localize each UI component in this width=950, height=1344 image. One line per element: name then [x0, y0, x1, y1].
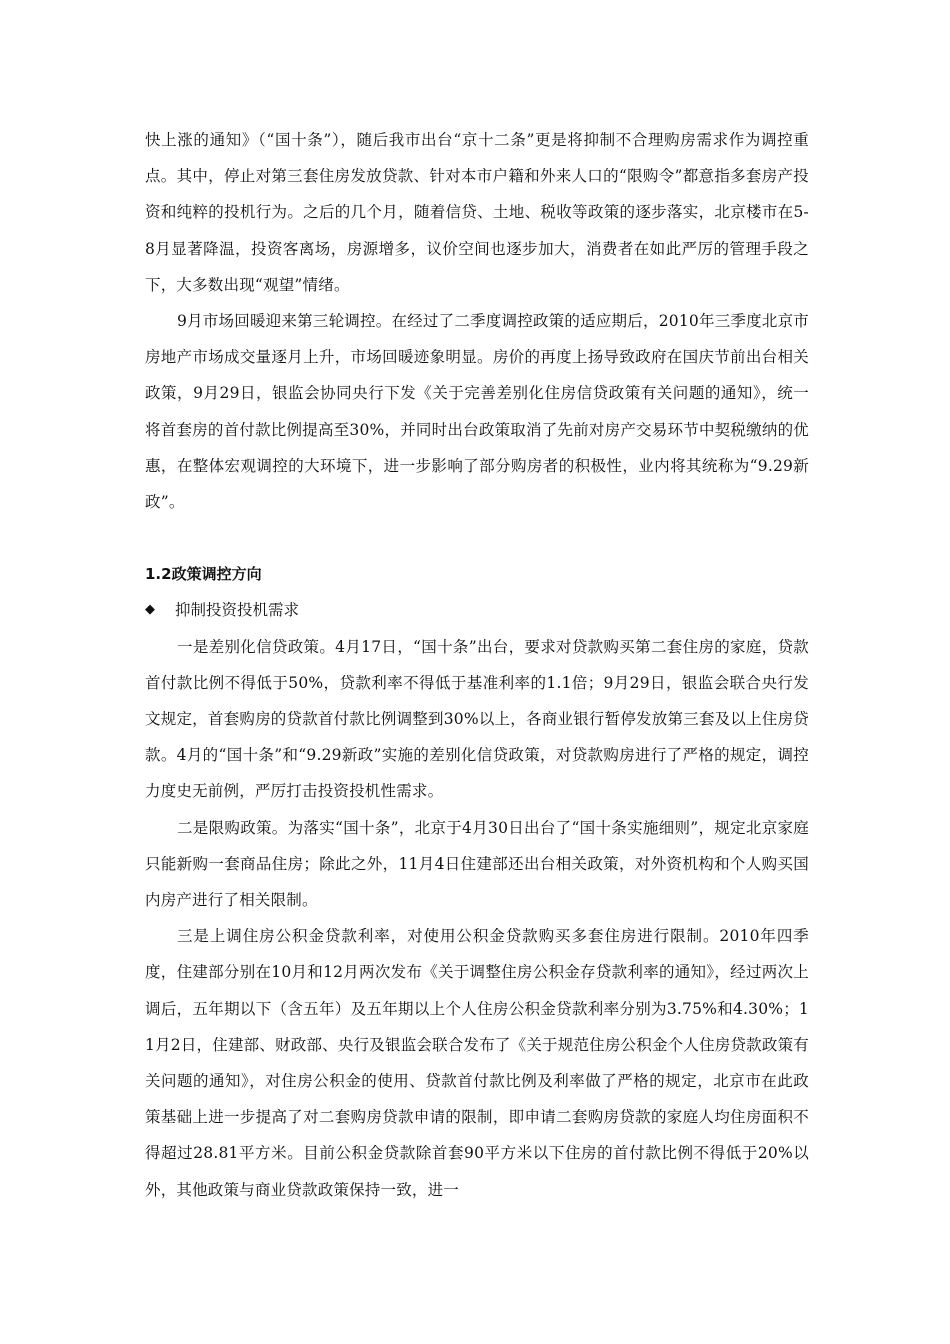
bullet-item-text: 抑制投资投机需求 [175, 601, 300, 620]
section-heading: 1.2政策调控方向 [145, 565, 262, 584]
body-paragraph: 一是差别化信贷政策。4月17日，“国十条”出台，要求对贷款购买第二套住房的家庭，贷款首付款比例不得低于50%，贷款利率不得低于基准利率的1.1倍；9月29日，银监会联合央行发文规定，首套购房的贷款首付款比例调整到30%以上，各商业银行暂停发放第三套及以上住房贷款。4月的“国十条”和“9.29新政”实施的差别化信贷政策，对贷款购房进行了严格的规定，调控力度史无前例，严厉打击投资投机性需求。 [145, 637, 809, 801]
body-paragraph: 二是限购政策。为落实“国十条”，北京于4月30日出台了“国十条实施细则”，规定北京家庭只能新购一套商品住房；除此之外，11月4日住建部还出台相关政策，对外资机构和个人购买国内房产进行了相关限制。 [145, 818, 809, 910]
diamond-bullet-icon: ◆ [145, 602, 155, 618]
body-paragraph: 9月市场回暖迎来第三轮调控。在经过了二季度调控政策的适应期后，2010年三季度北京市房地产市场成交量逐月上升，市场回暖迹象明显。房价的再度上扬导致政府在国庆节前出台相关政策，9月29日，银监会协同央行下发《关于完善差别化住房信贷政策有关问题的通知》，统一将首套房的首付款比例提高至30%，并同时出台政策取消了先前对房产交易环节中契税缴纳的优惠，在整体宏观调控的大环境下，进一步影响了部分购房者的积极性，业内将其统称为“9.29新政”。 [145, 312, 809, 512]
body-paragraph: 快上涨的通知》（“国十条”），随后我市出台“京十二条”更是将抑制不合理购房需求作为调控重点。其中，停止对第三套住房发放贷款、针对本市户籍和外来人口的“限购令”都意指多套房产投资和纯粹的投机行为。之后的几个月，随着信贷、土地、税收等政策的逐步落实，北京楼市在5-8月显著降温，投资客离场，房源增多，议价空间也逐步加大，消费者在如此严厉的管理手段之下，大多数出现“观望”情绪。 [145, 131, 809, 294]
bullet-item [145, 592, 809, 628]
body-paragraph: 三是上调住房公积金贷款利率，对使用公积金贷款购买多套住房进行限制。2010年四季度，住建部分别在10月和12月两次发布《关于调整住房公积金存贷款利率的通知》，经过两次上调后，五年期以下（含五年）及五年期以上个人住房公积金贷款利率分别为3.75%和4.30%；11月2日，住建部、财政部、央行及银监会联合发布了《关于规范住房公积金个人住房贷款政策有关问题的通知》，对住房公积金的使用、贷款首付款比例及利率做了严格的规定，北京市在此政策基础上进一步提高了对二套购房贷款申请的限制，即申请二套购房贷款的家庭人均住房面积不得超过28.81平方米。目前公积金贷款除首套90平方米以下住房的首付款比例不得低于20%以外，其他政策与商业贷款政策保持一致，进一 [145, 927, 809, 1199]
document-body [145, 122, 809, 1208]
paragraph-spacer [145, 520, 809, 556]
